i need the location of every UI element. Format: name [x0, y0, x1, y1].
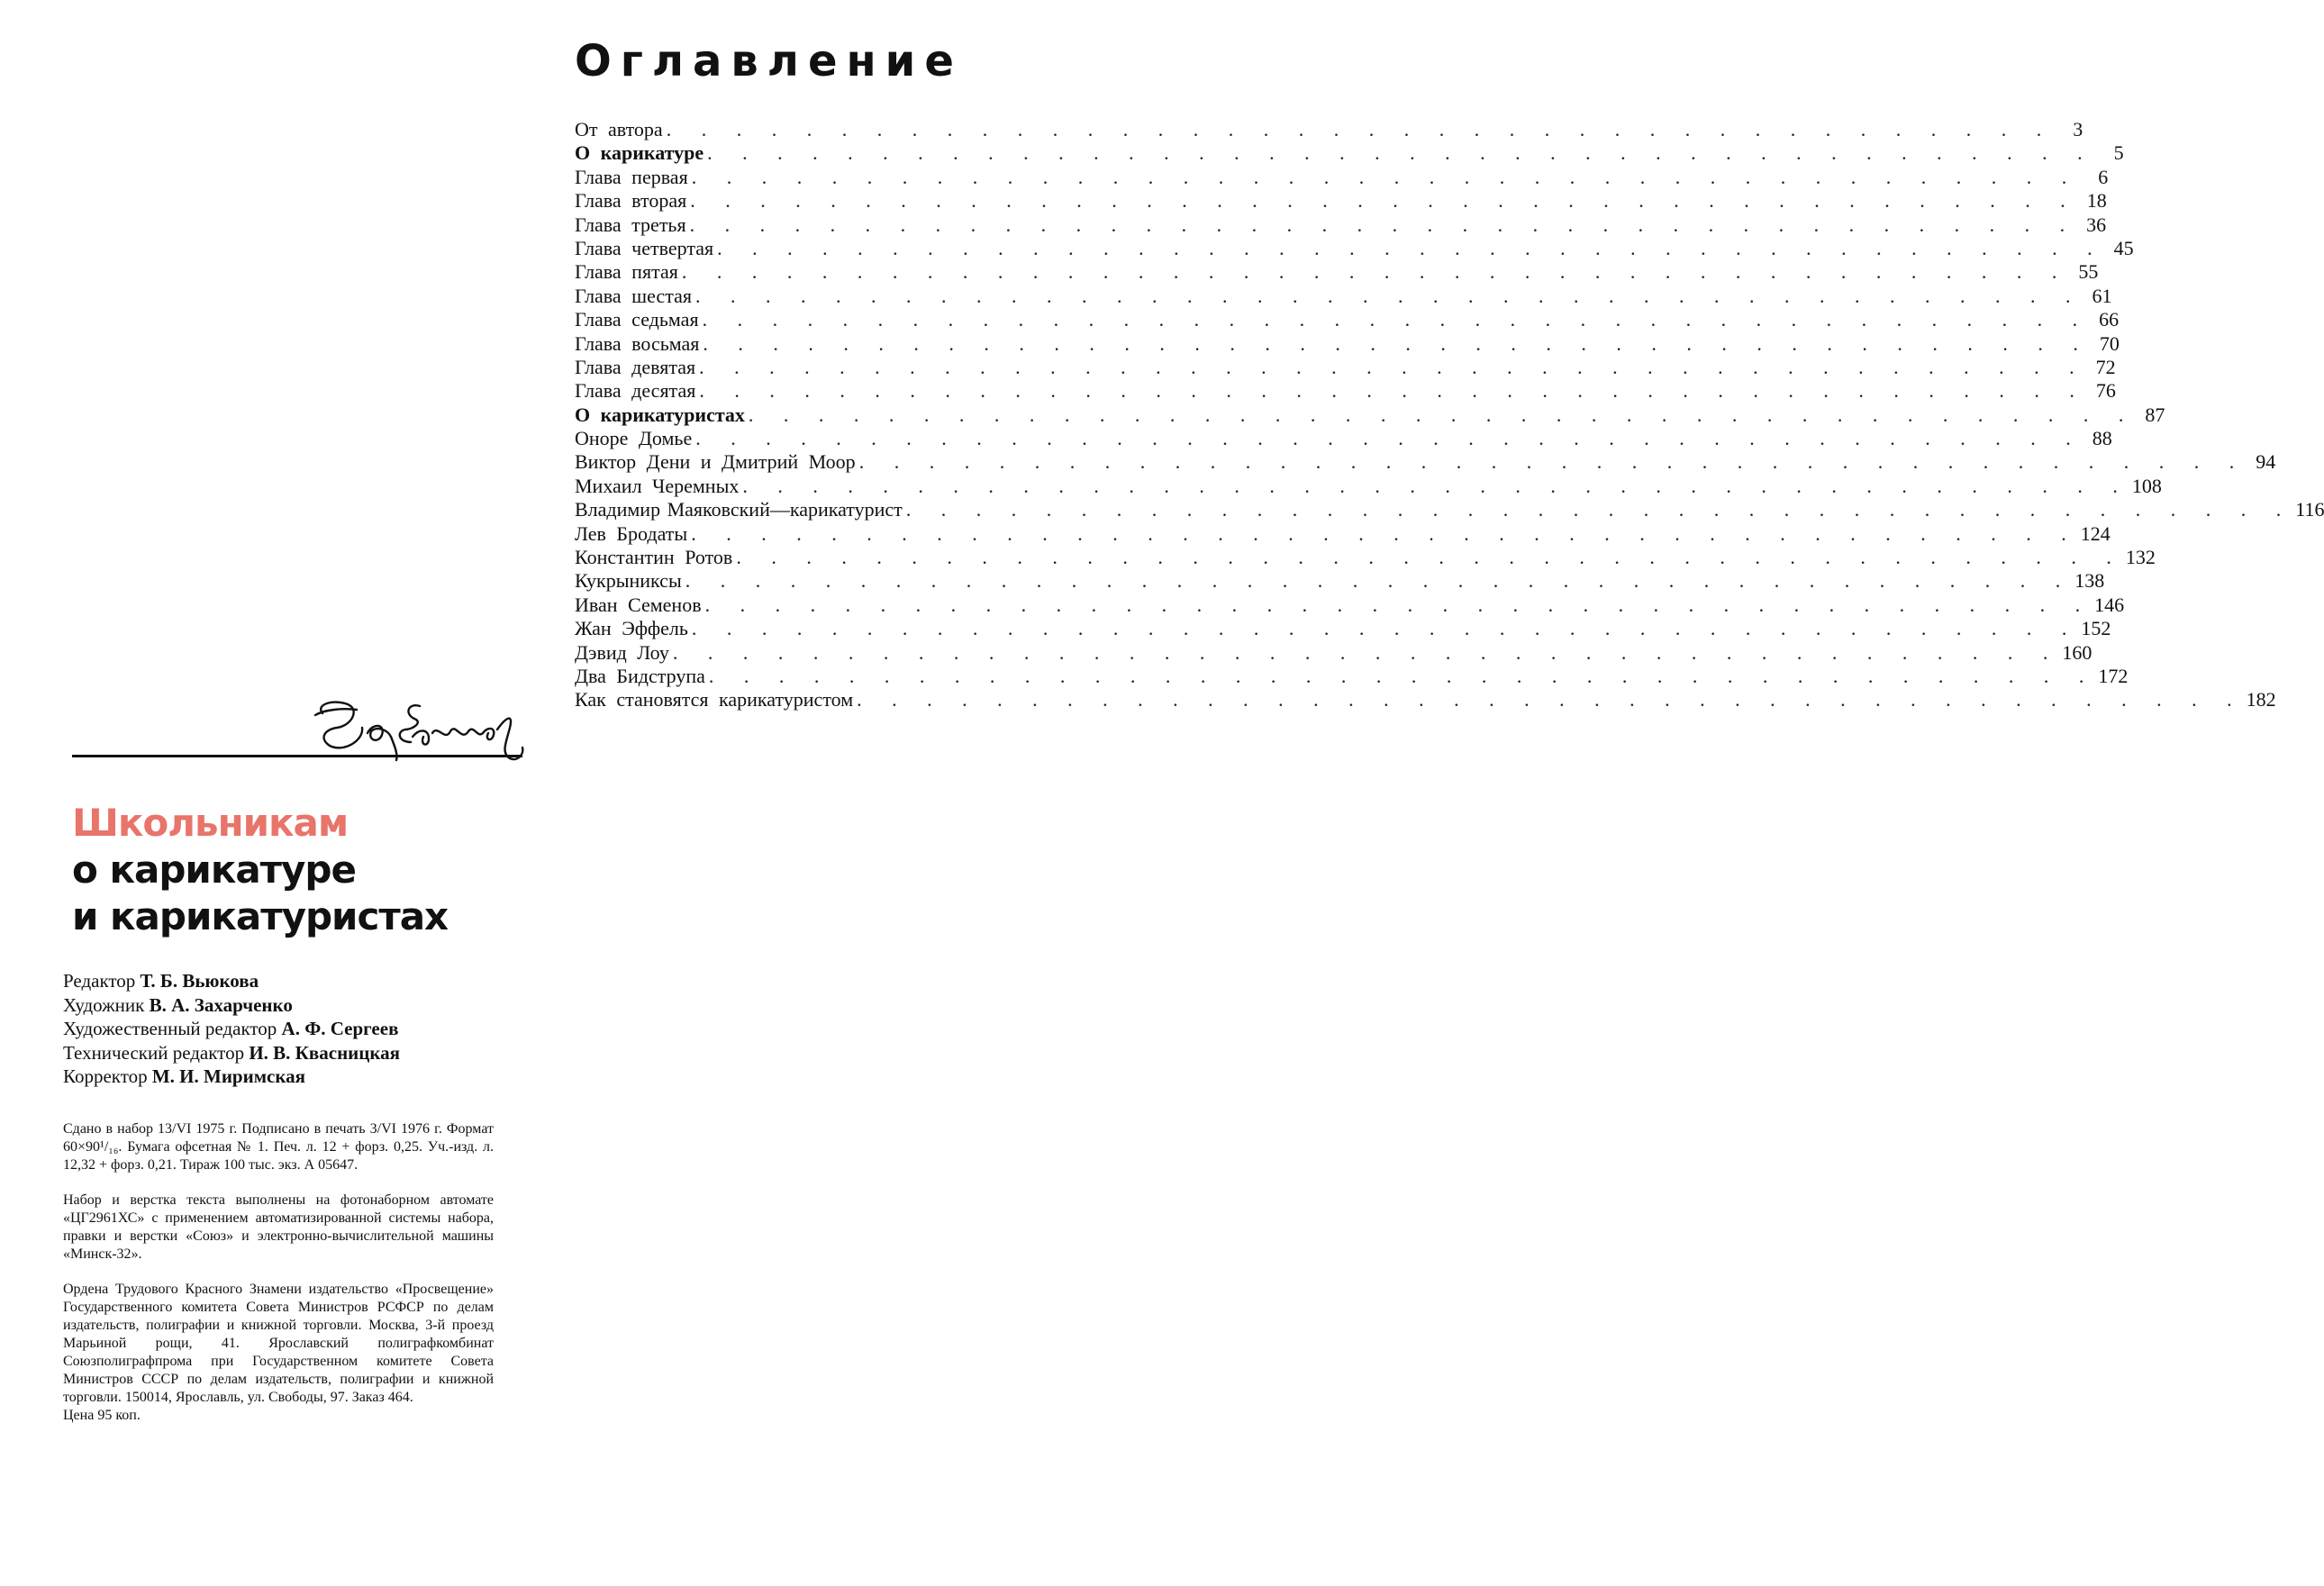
toc-leader-dots: . . . . . . . . . . . . . . . . . . . . . . . . . . . . . . . . . . . . . . . . [707, 141, 2095, 165]
toc-heading: Оглавление [575, 36, 963, 86]
toc-item-page: 132 [2125, 546, 2156, 569]
credit-role: Редактор [63, 970, 136, 992]
toc-item-title: Глава вторая [575, 189, 687, 213]
toc-leader-dots: . . . . . . . . . . . . . . . . . . . . . . . . . . . . . . . . . . . . . . . . [691, 165, 2080, 188]
toc-item-page: 116 [2295, 498, 2324, 521]
toc-leader-dots: . . . . . . . . . . . . . . . . . . . . . . . . . . . . . . . . . . . . . . . . [681, 260, 2070, 284]
toc-leader-dots: . . . . . . . . . . . . . . . . . . . . . . . . . . . . . . . . . . . . . . . . [699, 355, 2087, 378]
credit-role: Корректор [63, 1065, 148, 1087]
toc-item [575, 355, 2116, 379]
toc-item [575, 521, 2111, 546]
toc-leader-dots: . . . . . . . . . . . . . . . . . . . . . . . . . . . . . . . . . . . . . . . . [666, 118, 2055, 140]
toc-item-title: Глава десятая [575, 379, 696, 403]
credit-line [63, 1041, 400, 1065]
toc-item-title: Два Бидструпа [575, 664, 705, 687]
toc-leader-dots: . . . . . . . . . . . . . . . . . . . . . . . . . . . . . . . . . . . . . . . . [736, 546, 2124, 569]
toc-item-title: О карикатуре [575, 141, 704, 165]
price-label: Цена 95 коп. [63, 1408, 141, 1423]
toc-leader-dots: . . . . . . . . . . . . . . . . . . . . . . . . . . . . . . . . . . . . . . . . [695, 427, 2083, 450]
toc-item-title: О карикатуристах [575, 403, 745, 426]
toc-leader-dots: . . . . . . . . . . . . . . . . . . . . . . . . . . . . . . . . . . . . . . . . [672, 640, 2061, 664]
toc-item [575, 664, 2129, 688]
toc-item [575, 569, 2105, 593]
toc-item [575, 331, 2120, 356]
toc-leader-dots: . . . . . . . . . . . . . . . . . . . . . . . . . . . . . . . . . . . . . . . . [857, 688, 2245, 711]
toc-item-page: 6 [2098, 165, 2109, 188]
toc-item-page: 3 [2073, 118, 2083, 140]
book-title [72, 800, 448, 940]
toc-list [575, 118, 2324, 712]
credits-block [63, 969, 400, 1089]
toc-item-title: Глава первая [575, 165, 688, 188]
credit-name: Т. Б. Вьюкова [140, 970, 259, 992]
toc-item [575, 450, 2276, 474]
toc-item-page: 18 [2086, 189, 2107, 213]
toc-item-title: Глава пятая [575, 260, 678, 284]
toc-leader-dots: . . . . . . . . . . . . . . . . . . . . . . . . . . . . . . . . . . . . . . . . [689, 213, 2078, 236]
toc-leader-dots: . . . . . . . . . . . . . . . . . . . . . . . . . . . . . . . . . . . . . . . . [717, 236, 2105, 259]
toc-leader-dots: . . . . . . . . . . . . . . . . . . . . . . . . . . . . . . . . . . . . . . . . [905, 498, 2294, 521]
toc-item-page: 76 [2095, 379, 2116, 403]
toc-leader-dots: . . . . . . . . . . . . . . . . . . . . . . . . . . . . . . . . . . . . . . . . [691, 617, 2080, 640]
toc-item-page: 182 [2246, 688, 2276, 711]
toc-item-title: Глава восьмая [575, 331, 700, 355]
toc-item-page: 94 [2256, 450, 2276, 474]
toc-leader-dots: . . . . . . . . . . . . . . . . . . . . . . . . . . . . . . . . . . . . . . . . [691, 521, 2079, 545]
toc-item [575, 189, 2107, 213]
toc-item-title: Как становятся карикатуристом [575, 688, 854, 711]
toc-item [575, 640, 2093, 665]
toc-item-title: Константин Ротов [575, 546, 733, 569]
toc-leader-dots: . . . . . . . . . . . . . . . . . . . . . . . . . . . . . . . . . . . . . . . . [858, 450, 2247, 474]
credit-role: Технический редактор [63, 1041, 245, 1064]
toc-item [575, 308, 2120, 331]
toc-item-title: Лев Бродаты [575, 521, 688, 545]
toc-item-title: Жан Эффель [575, 617, 688, 640]
toc-item-page: 55 [2078, 260, 2099, 284]
credit-line [63, 1065, 400, 1089]
toc-item [575, 593, 2125, 617]
credit-role: Художник [63, 993, 145, 1016]
toc-item-title: Глава девятая [575, 355, 696, 378]
toc-item-page: 66 [2099, 308, 2120, 331]
author-signature [297, 683, 531, 764]
toc-item-page: 36 [2086, 213, 2107, 236]
toc-item [575, 213, 2107, 237]
toc-item [575, 379, 2116, 403]
toc-item-title: Виктор Дени и Дмитрий Моор [575, 450, 856, 474]
toc-item-title: Оноре Домье [575, 427, 693, 450]
credit-line [63, 1017, 400, 1041]
credit-role: Художественный редактор [63, 1018, 277, 1039]
toc-item-title: Кукрыниксы [575, 569, 682, 593]
toc-item-page: 88 [2092, 427, 2112, 450]
toc-item-title: Иван Семенов [575, 593, 702, 616]
toc-item-page: 160 [2062, 640, 2093, 664]
toc-item [575, 474, 2162, 498]
imprint-block [63, 1120, 494, 1425]
toc-leader-dots: . . . . . . . . . . . . . . . . . . . . . . . . . . . . . . . . . . . . . . . . [704, 593, 2093, 616]
book-title-line-2: о карикатуре [72, 847, 356, 892]
toc-item-page: 146 [2094, 593, 2125, 616]
toc-item-page: 124 [2080, 521, 2111, 545]
toc-item-page: 138 [2074, 569, 2105, 593]
book-title-accent: Школьникам [72, 801, 349, 845]
toc-item [575, 403, 2165, 427]
credit-line [63, 969, 400, 993]
toc-item-page: 152 [2081, 617, 2111, 640]
toc-item-title: Михаил Черемных [575, 474, 740, 497]
toc-item [575, 260, 2099, 284]
toc-item-page: 70 [2099, 331, 2120, 355]
toc-item [575, 141, 2124, 165]
toc-leader-dots: . . . . . . . . . . . . . . . . . . . . . . . . . . . . . . . . . . . . . . . . [742, 474, 2130, 497]
toc-item [575, 617, 2111, 640]
toc-leader-dots: . . . . . . . . . . . . . . . . . . . . . . . . . . . . . . . . . . . . . . . . [708, 664, 2097, 687]
credit-name: В. А. Захарченко [149, 993, 293, 1016]
toc-item-page: 45 [2113, 236, 2134, 259]
book-title-line-3: и карикатуристах [72, 894, 449, 938]
credit-name: А. Ф. Сергеев [281, 1018, 399, 1039]
toc-item-page: 172 [2098, 664, 2129, 687]
toc-item-title: Дэвид Лоу [575, 640, 669, 664]
toc-leader-dots: . . . . . . . . . . . . . . . . . . . . . . . . . . . . . . . . . . . . . . . . [694, 284, 2083, 307]
toc-item-title: Глава шестая [575, 284, 692, 307]
imprint-print-details: Сдано в набор 13/VI 1975 г. Подписано в печать 3/VI 1976 г. Формат 60×90¹/₁₆. Бумага офсетная № 1. Печ. л. 12 + форз. 0,25. Уч.-изд. л. 12,32 + форз. 0,21. Тираж 100 тыс. экз. А 05647. [63, 1121, 494, 1173]
toc-item [575, 236, 2134, 260]
toc-item-page: 5 [2113, 141, 2124, 165]
toc-item [575, 165, 2109, 189]
toc-item [575, 498, 2324, 521]
divider-rule [72, 755, 522, 757]
toc-item-title: Глава третья [575, 213, 686, 236]
toc-item [575, 427, 2112, 450]
toc-item-title: От автора [575, 118, 663, 140]
toc-leader-dots: . . . . . . . . . . . . . . . . . . . . . . . . . . . . . . . . . . . . . . . . [699, 379, 2087, 403]
toc-item-page: 87 [2145, 403, 2165, 426]
credit-line [63, 993, 400, 1018]
credit-name: М. И. Миримская [151, 1065, 305, 1087]
imprint-typesetting: Набор и верстка текста выполнены на фотонаборном автомате «ЦГ2961ХС» с применением автоматизированной системы набора, правки и верстки «Союз» и электронно-вычислительной машины «Минск-32». [63, 1192, 494, 1262]
toc-item-page: 72 [2095, 355, 2116, 378]
toc-item [575, 688, 2276, 711]
imprint-publisher [63, 1281, 494, 1425]
toc-item [575, 284, 2112, 308]
toc-leader-dots: . . . . . . . . . . . . . . . . . . . . . . . . . . . . . . . . . . . . . . . . [702, 308, 2091, 331]
toc-leader-dots: . . . . . . . . . . . . . . . . . . . . . . . . . . . . . . . . . . . . . . . . [690, 189, 2078, 213]
toc-item-title: Глава седьмая [575, 308, 699, 331]
toc-item-page: 108 [2131, 474, 2162, 497]
toc-item-title: Глава четвертая [575, 236, 714, 259]
toc-leader-dots: . . . . . . . . . . . . . . . . . . . . . . . . . . . . . . . . . . . . . . . . [748, 403, 2137, 426]
toc-leader-dots: . . . . . . . . . . . . . . . . . . . . . . . . . . . . . . . . . . . . . . . . [703, 331, 2091, 355]
toc-item-title: Владимир Маяковский—карикатурист [575, 498, 903, 521]
toc-leader-dots: . . . . . . . . . . . . . . . . . . . . . . . . . . . . . . . . . . . . . . . . [685, 569, 2074, 593]
toc-item [575, 546, 2156, 569]
toc-item-page: 61 [2092, 284, 2112, 307]
imprint-publisher-text: Ордена Трудового Красного Знамени издательство «Просвещение» Государственного комитета Совета Министров РСФСР по делам издательств, полиграфии и книжной торговли. Москва, 3-й проезд Марьиной рощи, 41. Ярославский полиграфкомбинат Союзполиграфпрома при Государственном комитете Совета Министров СССР по делам издательств, полиграфии и книжной торговли. 150014, Ярославль, ул. Свободы, 97. Заказ 464. [63, 1282, 494, 1405]
credit-name: И. В. Квасницкая [249, 1041, 401, 1064]
toc-item [575, 118, 2083, 141]
